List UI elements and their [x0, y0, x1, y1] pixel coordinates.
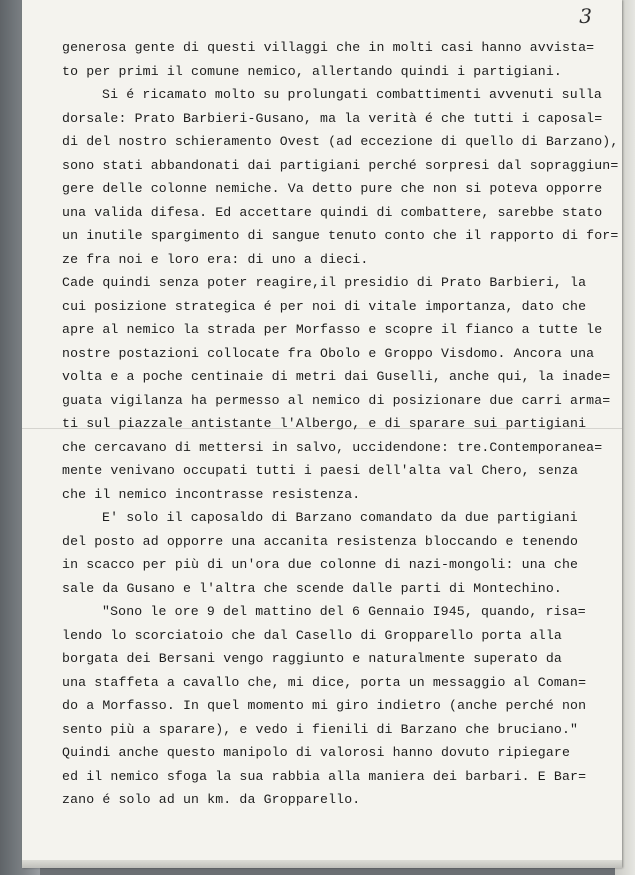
- text-line: Quindi anche questo manipolo di valorosi hanno dovuto ripiegare: [62, 745, 571, 760]
- text-line: in scacco per più di un'ora due colonne di nazi-mongoli: una che: [62, 557, 579, 572]
- text-line: mente venivano occupati tutti i paesi dell'alta val Chero, senza: [62, 463, 579, 478]
- page-bottom-edge: [22, 860, 622, 868]
- text-line: dorsale: Prato Barbieri-Gusano, ma la verità é che tutti i caposal=: [62, 110, 603, 126]
- text-line: guata vigilanza ha permesso al nemico di posizionare due carri arma=: [62, 392, 611, 408]
- text-line: cui posizione strategica é per noi di vitale importanza, dato che: [62, 298, 587, 314]
- text-line: E' solo il caposaldo di Barzano comandato da due partigiani: [102, 510, 578, 525]
- text-line: di del nostro schieramento Ovest (ad eccezione di quello di Barzano),: [62, 134, 619, 149]
- text-line: zano é solo ad un km. da Gropparello.: [62, 792, 361, 807]
- text-line: to per primi il comune nemico, allertando quindi i partigiani.: [62, 63, 562, 79]
- text-line: del posto ad opporre una accanita resistenza bloccando e tenendo: [62, 533, 579, 549]
- text-line: borgata dei Bersani vengo raggiunto e naturalmente superato da: [62, 651, 562, 666]
- text-line: una staffeta a cavallo che, mi dice, porta un messaggio al Coman=: [62, 674, 587, 690]
- text-line: che cercavano di mettersi in salvo, uccidendone: tre.Contemporanea=: [62, 439, 603, 455]
- text-line: gere delle colonne nemiche. Va detto pure che non si poteva opporre: [62, 181, 603, 196]
- text-line: una valida difesa. Ed accettare quindi di combattere, sarebbe stato: [62, 204, 603, 220]
- text-line: Cade quindi senza poter reagire,il presidio di Prato Barbieri, la: [62, 275, 587, 290]
- text-line: apre al nemico la strada per Morfasso e scopre il fianco a tutte le: [62, 322, 603, 337]
- document-page: [22, 0, 622, 868]
- text-line: "Sono le ore 9 del mattino del 6 Gennaio I945, quando, risa=: [102, 604, 586, 619]
- typed-text-body: [62, 36, 619, 812]
- page-number: 3: [579, 4, 592, 28]
- text-line: sento più a sparare), e vedo i fienili di Barzano che bruciano.": [62, 721, 579, 737]
- text-line: nostre postazioni collocate fra Obolo e Groppo Visdomo. Ancora una: [62, 345, 595, 361]
- text-line: sono stati abbandonati dai partigiani perché sorpresi dal sopraggiun=: [62, 157, 619, 173]
- text-line: generosa gente di questi villaggi che in molti casi hanno avvista=: [62, 40, 595, 55]
- text-line: ti sul piazzale antistante l'Albergo, e di sparare sui partigiani: [62, 416, 587, 431]
- text-line: volta e a poche centinaie di metri dai Guselli, anche qui, la inade=: [62, 369, 611, 384]
- text-line: che il nemico incontrasse resistenza.: [62, 486, 361, 502]
- text-line: lendo lo scorciatoio che dal Casello di Gropparello porta alla: [62, 627, 562, 643]
- text-line: ed il nemico sfoga la sua rabbia alla maniera dei barbari. E Bar=: [62, 768, 587, 784]
- text-line: sale da Gusano e l'altra che scende dalle parti di Montechino.: [62, 580, 562, 596]
- text-line: un inutile spargimento di sangue tenuto conto che il rapporto di for=: [62, 228, 619, 243]
- text-line: Si é ricamato molto su prolungati combattimenti avvenuti sulla: [102, 87, 602, 102]
- text-line: do a Morfasso. In quel momento mi giro indietro (anche perché non: [62, 698, 587, 713]
- text-line: ze fra noi e loro era: di uno a dieci.: [62, 251, 369, 267]
